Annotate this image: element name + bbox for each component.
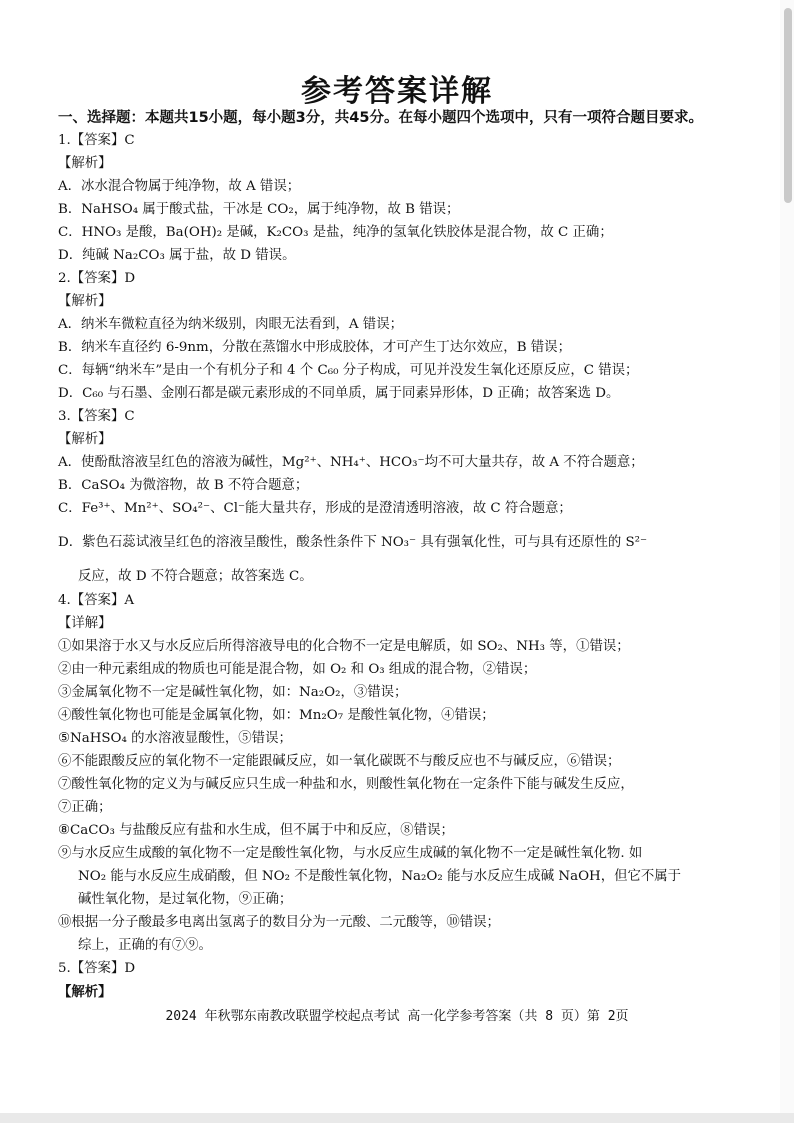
answer-line: C．Fe³⁺、Mn²⁺、SO₄²⁻、Cl⁻能大量共存，形成的是澄清透明溶液，故 C 符合题意； bbox=[58, 501, 572, 516]
answer-line: 2.【答案】D bbox=[58, 271, 136, 286]
answer-line: ⑦酸性氧化物的定义为与碱反应只生成一种盐和水，则酸性氧化物在一定条件下能与碱发生反应， bbox=[58, 777, 634, 792]
answer-line: 4.【答案】A bbox=[58, 593, 135, 608]
answer-line: C．每辆“纳米车”是由一个有机分子和 4 个 C₆₀ 分子构成，可见并没发生氧化还原反应，C 错误； bbox=[58, 363, 639, 378]
answer-line: 1.【答案】C bbox=[58, 133, 135, 148]
answer-line: B．CaSO₄ 为微溶物，故 B 不符合题意； bbox=[58, 478, 309, 493]
answer-line: 综上，正确的有⑦⑨。 bbox=[78, 938, 212, 953]
answer-line: 碱性氧化物，是过氧化物，⑨正确； bbox=[78, 892, 293, 907]
answer-line: A．使酚酞溶液呈红色的溶液为碱性，Mg²⁺、NH₄⁺、HCO₃⁻均不可大量共存，故 A 不符合题意； bbox=[58, 455, 644, 470]
answer-line: ⑦正确； bbox=[58, 800, 112, 815]
page-footer: 2024 年秋鄂东南教改联盟学校起点考试 高一化学参考答案（共 8 页）第 2页 bbox=[165, 1009, 629, 1024]
answer-line: B．纳米车直径约 6-9nm，分散在蒸馏水中形成胶体，才可产生丁达尔效应，B 错误； bbox=[58, 340, 571, 355]
answer-line: D．纯碱 Na₂CO₃ 属于盐，故 D 错误。 bbox=[58, 248, 296, 263]
answer-line: ⑨与水反应生成酸的氧化物不一定是酸性氧化物，与水反应生成碱的氧化物不一定是碱性氧化物. 如 bbox=[58, 846, 643, 861]
bottom-edge-bar bbox=[0, 1113, 794, 1123]
answer-line: B．NaHSO₄ 属于酸式盐，干冰是 CO₂，属于纯净物，故 B 错误； bbox=[58, 202, 460, 217]
answer-line: ④酸性氧化物也可能是金属氧化物，如：Mn₂O₇ 是酸性氧化物，④错误； bbox=[58, 708, 495, 723]
answer-line: 反应，故 D 不符合题意；故答案选 C。 bbox=[78, 569, 313, 584]
answer-line: ⑩根据一分子酸最多电离出氢离子的数目分为一元酸、二元酸等，⑩错误； bbox=[58, 915, 500, 930]
answer-line: 3.【答案】C bbox=[58, 409, 135, 424]
analysis-label: 【解析】 bbox=[58, 432, 112, 447]
analysis-label: 【解析】 bbox=[58, 156, 112, 171]
answer-line: D．C₆₀ 与石墨、金刚石都是碳元素形成的不同单质，属于同素异形体，D 正确；故答案选 D。 bbox=[58, 386, 620, 401]
page-title: 参考答案详解 bbox=[301, 74, 493, 109]
answer-line: D．紫色石蕊试液呈红色的溶液呈酸性，酸条性条件下 NO₃⁻ 具有强氧化性，可与具有还原性的 S²⁻ bbox=[58, 535, 648, 550]
scrollbar-thumb[interactable] bbox=[784, 8, 792, 203]
answer-line: C．HNO₃ 是酸，Ba(OH)₂ 是碱，K₂CO₃ 是盐，纯净的氢氧化铁胶体是混合物，故 C 正确； bbox=[58, 225, 613, 240]
answer-line: ⑤NaHSO₄ 的水溶液显酸性，⑤错误； bbox=[58, 731, 292, 746]
answer-line: NO₂ 能与水反应生成硝酸，但 NO₂ 不是酸性氧化物，Na₂O₂ 能与水反应生成碱 NaOH，但它不属于 bbox=[78, 869, 682, 884]
analysis-label: 【解析】 bbox=[58, 294, 112, 309]
analysis-label: 【解析】 bbox=[58, 984, 112, 1000]
answer-line: ⑧CaCO₃ 与盐酸反应有盐和水生成，但不属于中和反应，⑧错误； bbox=[58, 823, 454, 838]
answer-line: ③金属氧化物不一定是碱性氧化物，如：Na₂O₂，③错误； bbox=[58, 685, 408, 700]
detail-label: 【详解】 bbox=[58, 616, 112, 631]
answer-line: A．冰水混合物属于纯净物，故 A 错误； bbox=[58, 179, 301, 194]
answer-line: ①如果溶于水又与水反应后所得溶液导电的化合物不一定是电解质，如 SO₂、NH₃ 等，①错误； bbox=[58, 639, 630, 654]
vertical-scrollbar[interactable] bbox=[780, 0, 794, 1123]
answer-line: ②由一种元素组成的物质也可能是混合物，如 O₂ 和 O₃ 组成的混合物，②错误； bbox=[58, 662, 537, 677]
answer-line: ⑥不能跟酸反应的氧化物不一定能跟碱反应，如一氧化碳既不与酸反应也不与碱反应，⑥错误； bbox=[58, 754, 621, 769]
section-heading: 一、选择题：本题共15小题，每小题3分，共45分。在每小题四个选项中，只有一项符合题目要求。 bbox=[58, 110, 703, 126]
answer-line: 5.【答案】D bbox=[58, 961, 136, 976]
answer-line: A．纳米车微粒直径为纳米级别，肉眼无法看到，A 错误； bbox=[58, 317, 403, 332]
